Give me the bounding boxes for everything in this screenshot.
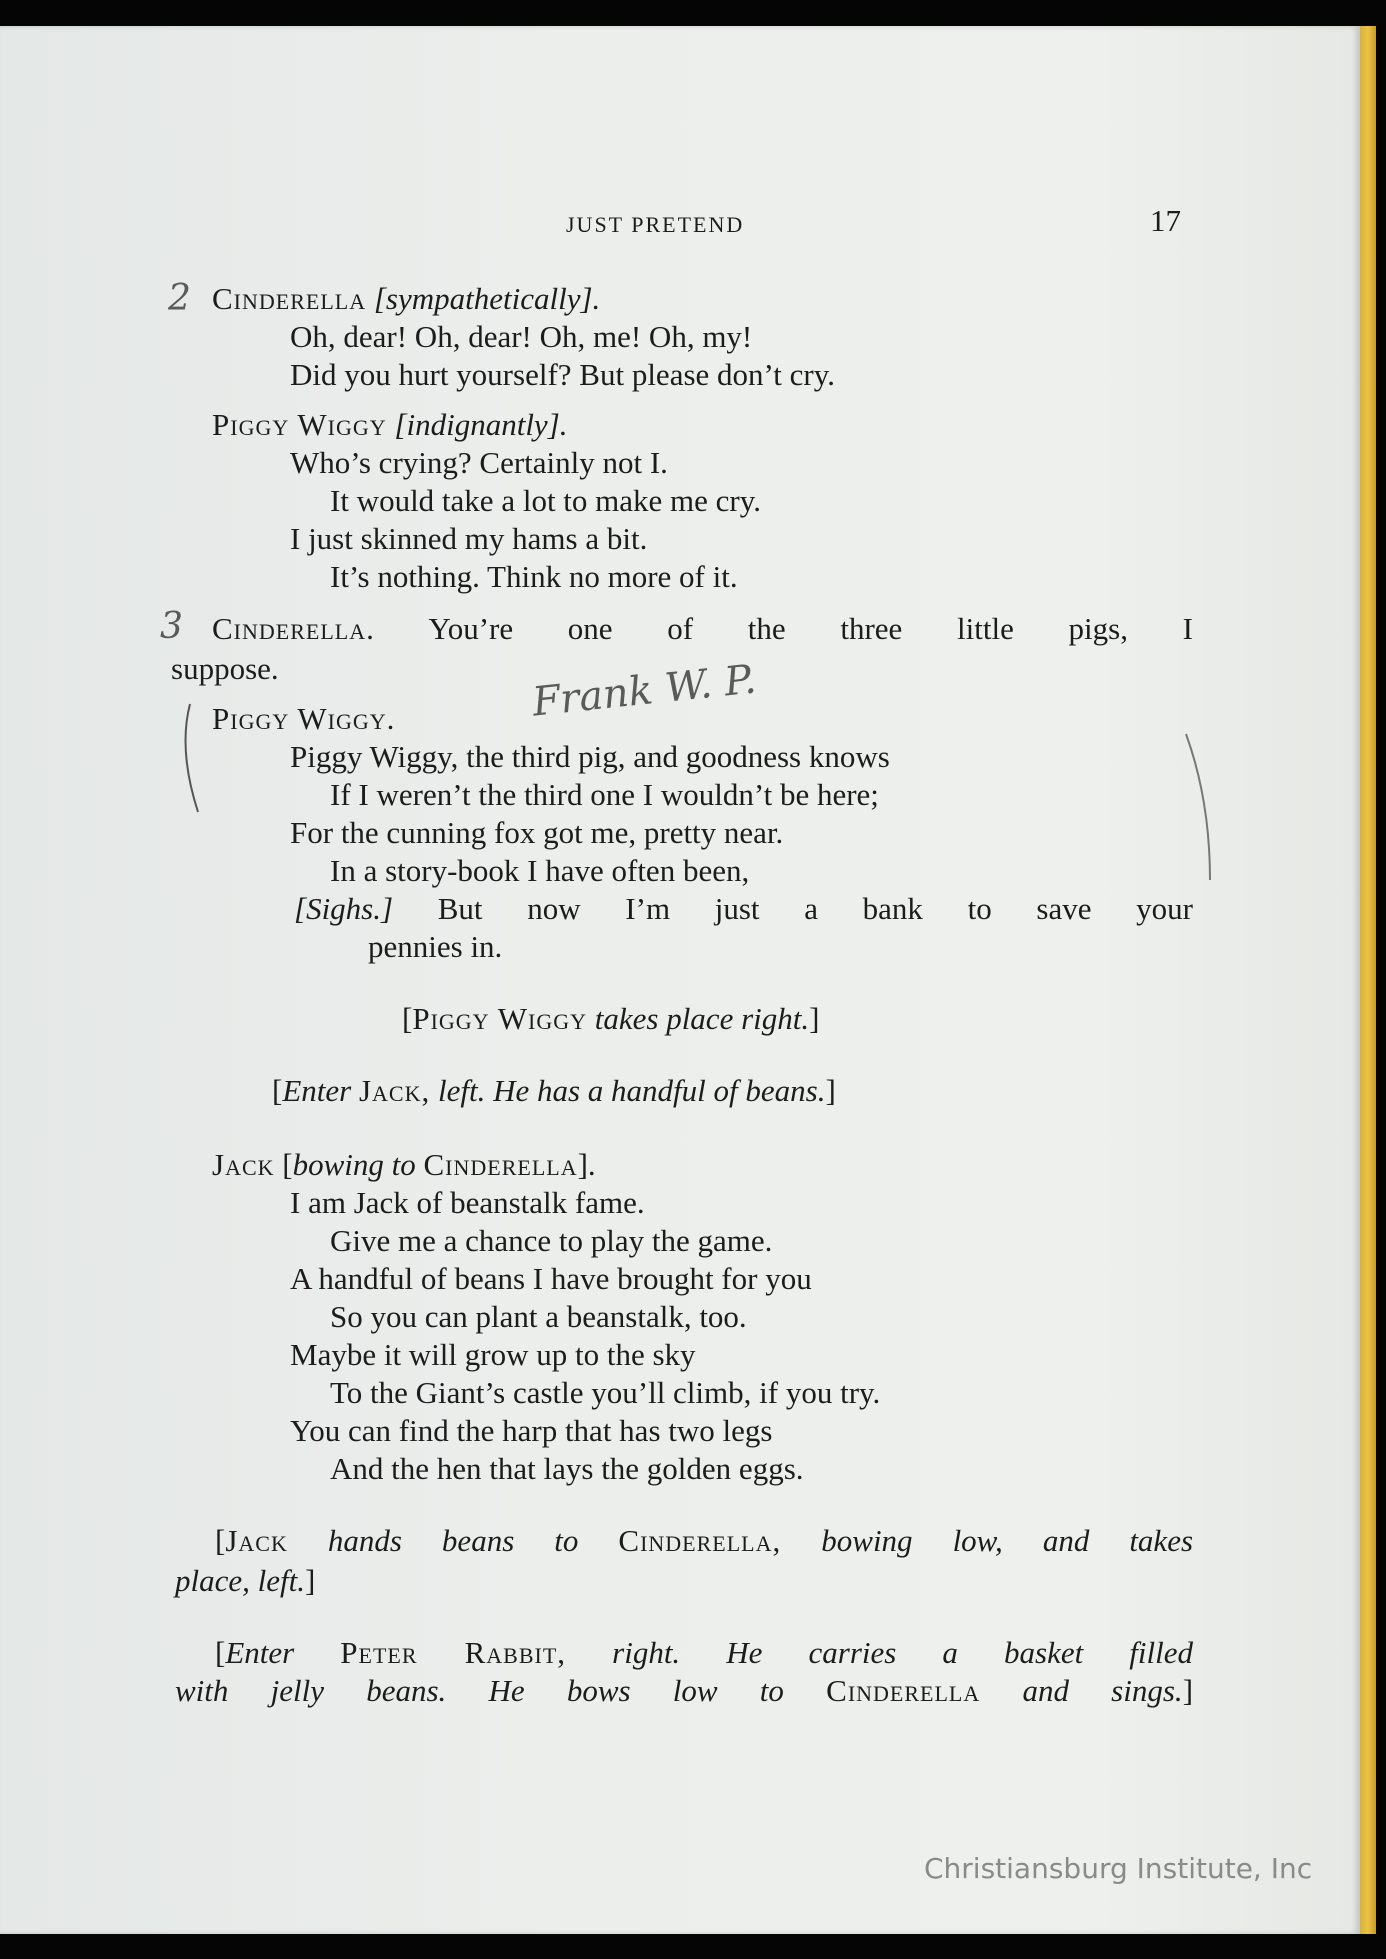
speech-heading [212, 700, 395, 738]
handwritten-scribble: Frank W. P. [530, 656, 759, 726]
verse-line: I am Jack of beanstalk fame. [290, 1185, 645, 1220]
speaker-name: Piggy Wiggy [212, 407, 387, 442]
watermark: Christiansburg Institute, Inc [924, 1852, 1313, 1885]
page-edge [1360, 26, 1376, 1934]
speaker-name: Piggy Wiggy. [212, 701, 396, 736]
bracket-open: [ [215, 1523, 226, 1558]
verse-line: And the hen that lays the golden eggs. [330, 1451, 804, 1486]
speech-heading [212, 406, 568, 444]
verse-line: A handful of beans I have brought for you [290, 1261, 812, 1296]
character-name: Jack, [358, 1073, 431, 1108]
prose-line: suppose. [171, 651, 279, 686]
prose-line [212, 610, 1193, 648]
prose-text: You’re one of the three little pigs, I [428, 611, 1193, 646]
direction-text: place, left. [175, 1563, 305, 1598]
stage-direction: [Sighs.] [294, 891, 394, 926]
stage-direction-line [402, 1000, 819, 1038]
character-name: Peter Rabbit, [340, 1635, 567, 1670]
direction-text: bowing low, and takes [821, 1523, 1194, 1558]
running-head: JUST PRETEND [566, 212, 745, 237]
stage-direction-line [171, 1522, 1193, 1560]
page-number: 17 [1150, 203, 1181, 238]
verse-line: If I weren’t the third one I wouldn’t be here; [330, 777, 879, 812]
verse-line: It’s nothing. Think no more of it. [330, 559, 738, 594]
verse-line: Maybe it will grow up to the sky [290, 1337, 696, 1372]
direction-text: hands beans to [327, 1523, 579, 1558]
pencil-bracket-left [176, 700, 216, 820]
verse-line: pennies in. [368, 929, 503, 964]
character-name: Cinderella [423, 1147, 578, 1182]
character-name: Cinderella, [618, 1523, 782, 1558]
verse-line [294, 890, 1193, 928]
verse-text: But now I’m just a bank to save your [437, 891, 1193, 926]
stage-direction: [sympathetically]. [373, 281, 601, 316]
pencil-bracket-right [1180, 730, 1220, 890]
stage-direction: [indignantly]. [394, 407, 568, 442]
verse-line: So you can plant a beanstalk, too. [330, 1299, 747, 1334]
handwritten-mark-3: 3 [160, 606, 183, 647]
bracket-close: ] [1182, 1673, 1194, 1708]
verse-line: Who’s crying? Certainly not I. [290, 445, 668, 480]
bracket-close: ] [825, 1073, 836, 1108]
verse-line: Oh, dear! Oh, dear! Oh, me! Oh, my! [290, 319, 753, 354]
stage-direction-line [175, 1562, 315, 1600]
direction-text: and sings. [1022, 1673, 1183, 1708]
verse-line: It would take a lot to make me cry. [330, 483, 761, 518]
direction-text: left. He has a handful of beans. [437, 1073, 826, 1108]
speaker-name: Cinderella [212, 281, 367, 316]
speech-heading [212, 1146, 596, 1184]
direction-text: right. He carries a basket filled [612, 1635, 1193, 1670]
direction-text: with jelly beans. He bows low to [175, 1673, 784, 1708]
speaker-name: Jack [212, 1147, 275, 1182]
speaker-name: Cinderella. [212, 611, 375, 646]
stage-direction-line [272, 1072, 836, 1110]
handwritten-mark-2: 2 [168, 278, 191, 319]
verse-line: You can find the harp that has two legs [290, 1413, 773, 1448]
verse-line: I just skinned my hams a bit. [290, 521, 648, 556]
stage-direction: bowing to [292, 1147, 416, 1182]
bracket-open: [ [272, 1073, 283, 1108]
verse-line: Piggy Wiggy, the third pig, and goodness knows [290, 739, 890, 774]
stage-direction-line [171, 1634, 1193, 1672]
stage-direction-line [175, 1672, 1193, 1710]
bracket-close: ]. [577, 1147, 596, 1182]
verse-line: Give me a chance to play the game. [330, 1223, 773, 1258]
bracket-open: [ [282, 1147, 293, 1182]
direction-text: Enter [225, 1635, 295, 1670]
character-name: Jack [225, 1523, 288, 1558]
speech-heading [212, 280, 600, 318]
character-name: Piggy Wiggy [412, 1001, 587, 1036]
direction-text: takes place right. [594, 1001, 810, 1036]
bracket-close: ] [304, 1563, 316, 1598]
direction-text: Enter [282, 1073, 352, 1108]
verse-line: Did you hurt yourself? But please don’t cry. [290, 357, 835, 392]
verse-line: For the cunning fox got me, pretty near. [290, 815, 784, 850]
verse-line: In a story-book I have often been, [330, 853, 750, 888]
bracket-close: ] [809, 1001, 820, 1036]
verse-line: To the Giant’s castle you’ll climb, if you try. [330, 1375, 881, 1410]
bracket-open: [ [402, 1001, 413, 1036]
bracket-open: [ [215, 1635, 226, 1670]
character-name: Cinderella [826, 1673, 981, 1708]
